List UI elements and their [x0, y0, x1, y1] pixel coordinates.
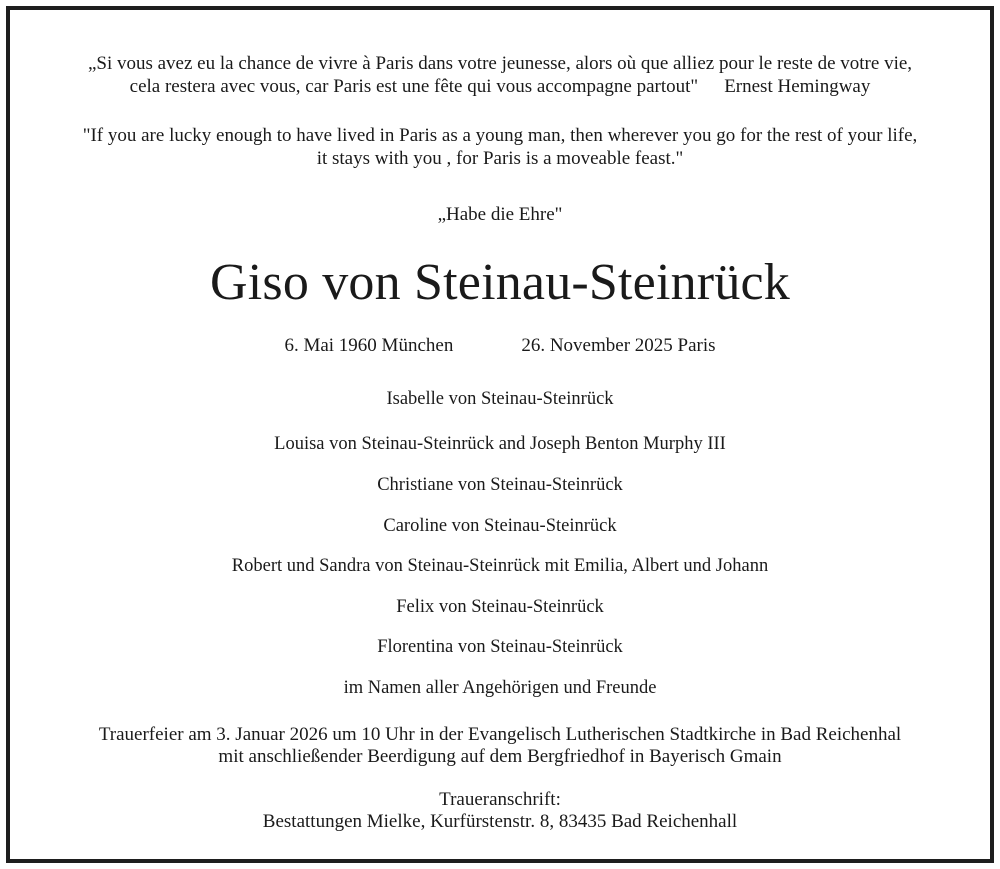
quote-french-line-1 [10, 54, 990, 73]
life-dates [10, 336, 990, 355]
obituary-frame [6, 6, 994, 863]
mourner-line [10, 517, 990, 536]
quote-author: Ernest Hemingway [724, 76, 871, 97]
mourner-line [10, 598, 990, 617]
mourner-line [10, 638, 990, 657]
mourner-name: Florentina von Steinau-Steinrück [377, 637, 623, 657]
quote-french-line-2 [10, 77, 990, 96]
mourner-name: Christiane von Steinau-Steinrück [377, 475, 623, 495]
deceased-name-text: Giso von Steinau-Steinrück [209, 254, 791, 311]
quote-english-text-2: it stays with you , for Paris is a moveable feast." [316, 148, 684, 169]
mourner-name: Louisa von Steinau-Steinrück and Joseph Benton Murphy III [274, 434, 726, 454]
address-value-text: Bestattungen Mielke, Kurfürstenstr. 8, 83435 Bad Reichenhall [262, 811, 738, 832]
funeral-info-text-1: Trauerfeier am 3. Januar 2026 um 10 Uhr in der Evangelisch Lutherischen Stadtkirche in Bad Reichenhal [98, 724, 902, 745]
quote-english-text-1: "If you are lucky enough to have lived in Paris as a young man, then wherever you go for the rest of your life, [82, 125, 918, 146]
mourner-line [10, 476, 990, 495]
mourners-closing-text: im Namen aller Angehörigen und Freunde [343, 678, 657, 698]
address-label [10, 790, 990, 809]
mourners-closing [10, 679, 990, 698]
birth-date: 6. Mai 1960 München [284, 335, 454, 356]
mourner-line [10, 435, 990, 454]
funeral-info-text-2: mit anschließender Beerdigung auf dem Bergfriedhof in Bayerisch Gmain [218, 746, 782, 767]
motto-text: „Habe die Ehre" [437, 204, 563, 225]
mourner-line [10, 390, 990, 409]
quote-french-text-2: cela restera avec vous, car Paris est une fête qui vous accompagne partout" [129, 76, 699, 97]
funeral-info-line-2 [10, 747, 990, 766]
address-value [10, 812, 990, 831]
mourner-name: Felix von Steinau-Steinrück [396, 597, 604, 617]
funeral-info-line-1 [10, 725, 990, 744]
motto [10, 205, 990, 224]
mourner-line [10, 557, 990, 576]
quote-english-line-2 [10, 149, 990, 168]
mourner-name: Isabelle von Steinau-Steinrück [386, 389, 614, 409]
deceased-name [10, 254, 990, 311]
mourner-name: Robert und Sandra von Steinau-Steinrück mit Emilia, Albert und Johann [231, 556, 769, 576]
mourner-name: Caroline von Steinau-Steinrück [383, 516, 617, 536]
address-label-text: Traueranschrift: [439, 789, 561, 810]
quote-english-line-1 [10, 126, 990, 145]
quote-french-text-1: „Si vous avez eu la chance de vivre à Paris dans votre jeunesse, alors où que alliez pour le reste de votre vie, [87, 53, 913, 74]
death-date: 26. November 2025 Paris [521, 335, 716, 356]
